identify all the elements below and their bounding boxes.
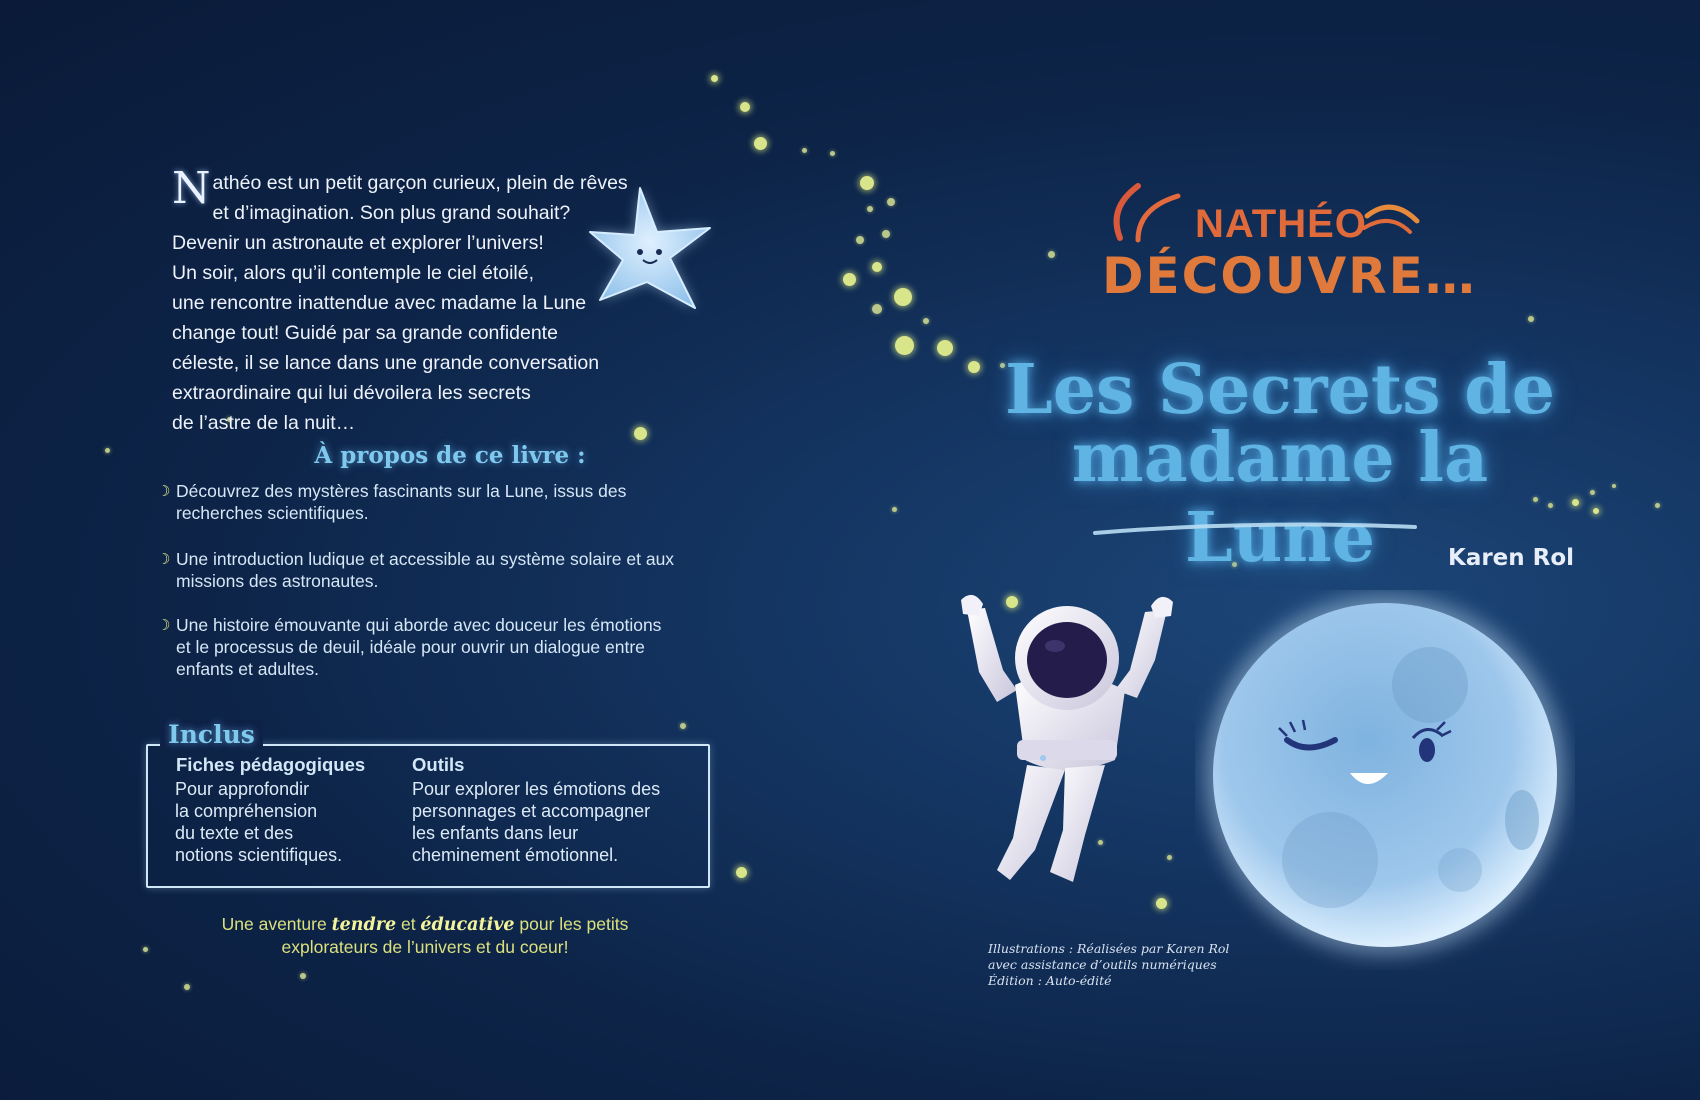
series-swoosh-left bbox=[1098, 178, 1198, 248]
book-title-line2: madame la Lune bbox=[1071, 418, 1489, 578]
tagline-part: et bbox=[396, 914, 421, 934]
illustration-credits: Illustrations : Réalisées par Karen Rol avec assistance d’outils numériques Édition : Auto-édité bbox=[988, 941, 1230, 988]
crescent-moon-bullet-icon: ☽ bbox=[157, 551, 171, 568]
col2-heading: Outils bbox=[412, 754, 465, 775]
series-title-line1: NATHÉO bbox=[1195, 202, 1367, 246]
blurb-text: athéo est un petit garçon curieux, plein de rêves et d’imagination. Son plus grand souhait? Devenir un astronaute et explorer l’univers! Un soir, alors qu’il contemple le ciel étoilé, une rencontre inattendue avec madame la Lune change tout! Guidé par sa grande confidente céleste, il se lance dans une grande conversation extraordinaire qui lui dévoilera les secrets de l’astre de la nuit… bbox=[172, 172, 628, 434]
series-title-line2: DÉCOUVRE… bbox=[1102, 247, 1477, 305]
book-title-line1: Les Secrets de bbox=[1004, 350, 1556, 430]
blurb-paragraph bbox=[172, 138, 642, 438]
about-item-text: Découvrez des mystères fascinants sur la Lune, issus des recherches scientifiques. bbox=[176, 481, 627, 523]
about-title: À propos de ce livre : bbox=[314, 442, 586, 469]
about-item-text: Une histoire émouvante qui aborde avec douceur les émotions et le processus de deuil, idéale pour ouvrir un dialogue entre enfants et adultes. bbox=[176, 615, 662, 679]
tagline-part: pour les petits bbox=[514, 914, 629, 934]
crescent-moon-bullet-icon: ☽ bbox=[157, 483, 171, 500]
col1-text: Pour approfondir la compréhension du texte et des notions scientifiques. bbox=[175, 779, 343, 865]
astronaut-illustration bbox=[955, 590, 1185, 890]
series-swoosh-right bbox=[1362, 196, 1422, 246]
title-underline bbox=[1090, 515, 1420, 540]
tagline-em: tendre bbox=[331, 915, 397, 935]
author-name: Karen Rol bbox=[1448, 545, 1575, 571]
col2-text: Pour explorer les émotions des personnages et accompagner les enfants dans leur cheminement émotionnel. bbox=[412, 779, 661, 865]
inclus-label: Inclus bbox=[160, 720, 263, 749]
col1-heading: Fiches pédagogiques bbox=[176, 754, 366, 775]
blurb-dropcap: N bbox=[172, 163, 211, 214]
tagline-part: Une aventure bbox=[221, 914, 332, 934]
crescent-moon-bullet-icon: ☽ bbox=[157, 617, 171, 634]
tagline-line2: explorateurs de l’univers et du coeur! bbox=[281, 937, 569, 957]
moon-character-illustration bbox=[1195, 590, 1575, 970]
tagline-em: éducative bbox=[420, 915, 515, 935]
about-item-text: Une introduction ludique et accessible au système solaire et aux missions des astronautes. bbox=[176, 549, 675, 591]
tagline bbox=[200, 913, 650, 958]
